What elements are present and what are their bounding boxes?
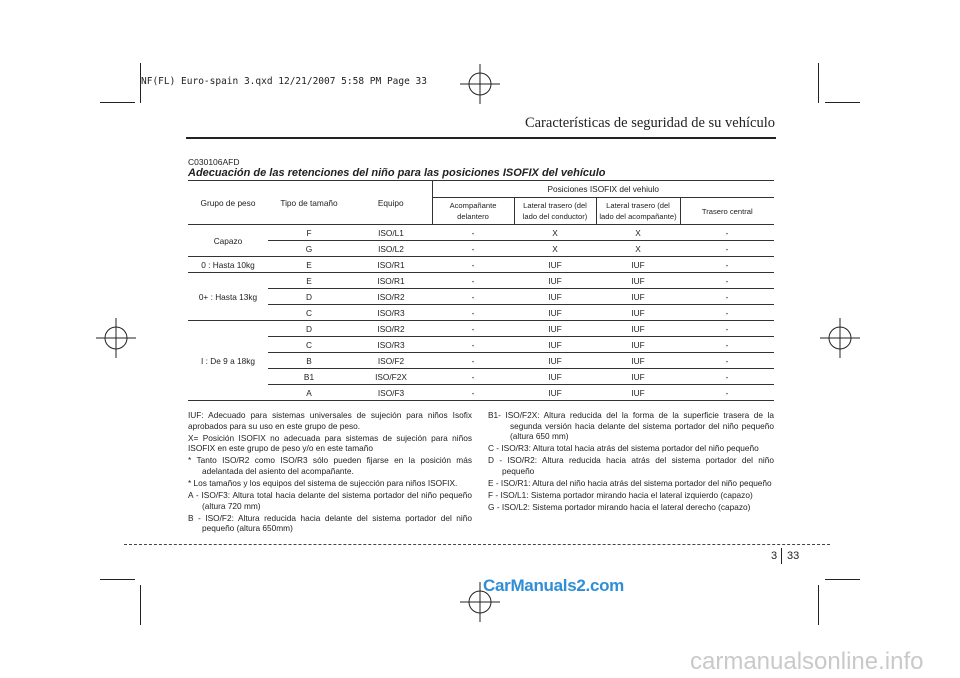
note-paragraph: IUF: Adecuado para sistemas universales de sujeción para niños Isofix aprobados para su uso en este grupo de peso.: [188, 410, 472, 431]
note-paragraph: B - ISO/F2: Altura reducida hacia delante del sistema portador del niño pequeño (altura 650mm): [188, 512, 472, 534]
registration-mark-icon: [96, 318, 136, 358]
weight-group-cell: 0+ : Hasta 13kg: [188, 273, 268, 321]
table-row: G ISO/L2 - X X -: [188, 241, 774, 257]
header-isofix-positions: Posiciones ISOFIX del vehiulo: [432, 181, 774, 198]
table-row: A ISO/F3 - IUF IUF -: [188, 385, 774, 401]
table-row: I : De 9 a 18kg D ISO/R2 - IUF IUF -: [188, 321, 774, 337]
crop-mark: [818, 63, 819, 103]
table-row: C ISO/R3 - IUF IUF -: [188, 337, 774, 353]
note-paragraph: D - ISO/R2: Altura reducida hacia atrás del sistema portador del niño pequeño: [488, 455, 774, 476]
header-rule: [186, 137, 776, 139]
note-paragraph: * Los tamaños y los equipos del sistema de sujección para niños ISOFIX.: [188, 478, 458, 489]
page-number-separator: [781, 548, 782, 564]
table-row: D ISO/R2 - IUF IUF -: [188, 289, 774, 305]
weight-group-cell: I : De 9 a 18kg: [188, 321, 268, 401]
table-row: C ISO/R3 - IUF IUF -: [188, 305, 774, 321]
note-paragraph: G - ISO/L2: Sistema portador mirando hacia el lateral derecho (capazo): [488, 502, 751, 513]
crop-mark: [100, 102, 135, 103]
note-paragraph: A - ISO/F3: Altura total hacia delante del sistema portador del niño pequeño (altura 720 mm): [188, 490, 472, 511]
table-row: B1 ISO/F2X - IUF IUF -: [188, 369, 774, 385]
chapter-number: 3: [771, 550, 778, 562]
table-row: 0 : Hasta 10kg E ISO/R1 - IUF IUF -: [188, 257, 774, 273]
note-paragraph: F - ISO/L1: Sistema portador mirando hacia el lateral izquierdo (capazo): [488, 490, 753, 501]
running-header-title: Características de seguridad de su vehículo: [524, 115, 775, 131]
note-paragraph: B1- ISO/F2X: Altura reducida del la forma de la superficie trasera de la segunda versión hacia delante del sistema portador del niño pequeño (altura 650 mm): [488, 410, 774, 442]
weight-group-cell: Capazo: [188, 225, 268, 257]
registration-mark-icon: [460, 64, 500, 104]
notes-left-column: [188, 410, 472, 536]
registration-mark-icon: [820, 318, 860, 358]
header-size-class: Tipo de tamaño: [268, 181, 350, 225]
header-front-passenger: Acompañante delantero: [432, 198, 514, 225]
crop-mark: [825, 102, 860, 103]
section-title: Adecuación de las retenciones del niño para las posiciones ISOFIX del vehículo: [188, 167, 606, 179]
watermark-logo-top: CarManuals2.com: [483, 576, 624, 595]
notes-right-column: [488, 410, 774, 514]
watermark-logo-bottom: carmanualsonline.info: [690, 648, 924, 675]
print-stamp-line: NF(FL) Euro-spain 3.qxd 12/21/2007 5:58 PM Page 33: [141, 76, 427, 87]
note-paragraph: X= Posición ISOFIX no adecuada para sistemas de sujeción para niños ISOFIX en este grupo de peso y/o en este tamaño: [188, 432, 472, 454]
table-row: 0+ : Hasta 13kg E ISO/R1 - IUF IUF -: [188, 273, 774, 289]
header-weight-group: Grupo de peso: [188, 181, 268, 225]
header-rear-driver-side: Lateral trasero (del lado del conductor): [514, 198, 596, 225]
section-code: C030106AFD: [188, 157, 240, 167]
table-row: B ISO/F2 - IUF IUF -: [188, 353, 774, 369]
weight-group-cell: 0 : Hasta 10kg: [188, 257, 268, 273]
table-row: Capazo F ISO/L1 - X X -: [188, 225, 774, 241]
header-rear-center: Trasero central: [680, 198, 774, 225]
note-paragraph: C - ISO/R3: Altura total hacia atrás del sistema portador del niño pequeño: [488, 443, 759, 454]
crop-mark: [140, 585, 141, 625]
header-rear-passenger-side: Lateral trasero (del lado del acompañante): [596, 198, 680, 225]
note-paragraph: * Tanto ISO/R2 como ISO/R3 sólo pueden fijarse en la posición más adelantada del asiento del acompañante.: [188, 455, 472, 476]
header-equipment: Equipo: [350, 181, 432, 225]
note-paragraph: E - ISO/R1: Altura del niño hacia atrás del sistema portador del niño pequeño: [488, 478, 772, 489]
crop-mark: [825, 579, 860, 580]
isofix-suitability-table: [188, 180, 774, 401]
crop-mark: [100, 579, 135, 580]
footer-dashed-rule: [124, 544, 830, 545]
crop-mark: [818, 585, 819, 625]
page-number: 33: [787, 550, 800, 562]
